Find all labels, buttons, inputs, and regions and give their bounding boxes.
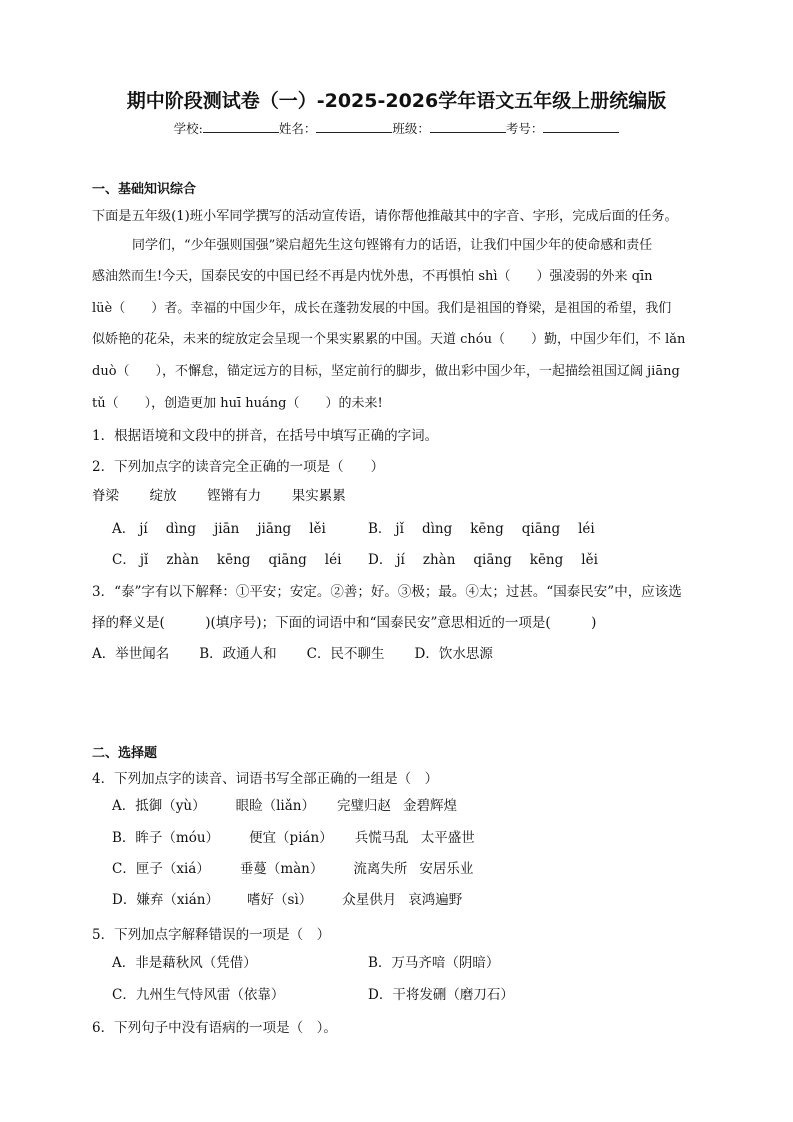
passage-line: lüè（ ）者。幸福的中国少年，成长在蓬勃发展的中国。我们是祖国的脊梁，是祖国的希望，我们 (92, 301, 672, 316)
pinyin: jiāng (257, 521, 292, 537)
question-3: 3．“泰”字有以下解释：①平安；安定。②善；好。③极；最。④太；过甚。“国泰民安”中，应该选 (92, 584, 682, 600)
option-item: 眸子（móu） (135, 830, 220, 846)
name-label: 姓名： (278, 121, 317, 136)
passage-line: 感油然而生!今天，国泰民安的中国已经不再是内忧外患，不再惧怕 shì（ ）强凌弱的外来 qīn (92, 269, 653, 284)
option-label: D． (368, 552, 393, 568)
q2-option-a (112, 520, 326, 538)
option-label: B． (112, 830, 136, 846)
option-item: 匣子（xiá） (135, 861, 210, 877)
pinyin: lěi (309, 521, 326, 537)
page-title: 期中阶段测试卷（一）-2025-2026学年语文五年级上册统编版 (126, 90, 667, 112)
q2-option-b (368, 520, 595, 538)
q3-option-d: D．饮水思源 (414, 646, 493, 662)
q2-words (92, 487, 346, 505)
exam-number-label: 考号： (505, 121, 544, 136)
option-item: 流离失所 (353, 861, 408, 877)
q2-option-d (368, 551, 598, 569)
question-6: 6．下列句子中没有语病的一项是（ ）。 (92, 1020, 337, 1036)
pinyin: zhàn (422, 552, 456, 568)
q2-word: 铿锵有力 (207, 488, 262, 504)
section-heading-choice: 二、选择题 (92, 746, 158, 761)
option-label: D． (112, 892, 137, 908)
q4-option-a (112, 797, 457, 815)
school-label: 学校: (173, 121, 203, 136)
q3-option-c: C．民不聊生 (306, 646, 385, 662)
q5-option-c: C．九州生气恃风雷（依靠） (112, 987, 285, 1003)
passage-line: duò（ ），不懈怠，锚定远方的目标，坚定前行的脚步，做出彩中国少年，一起描绘祖国辽阔 jiāng (92, 364, 680, 379)
question-5: 5．下列加点字解释错误的一项是（ ） (92, 927, 331, 943)
pinyin: kēng (529, 552, 564, 568)
option-label: C． (112, 861, 136, 877)
option-item: 嫌弃（xián） (136, 892, 220, 908)
name-blank (316, 120, 392, 133)
pinyin: kēng (216, 552, 251, 568)
q2-option-c (112, 551, 341, 569)
q3-option-a: A．举世闻名 (92, 646, 170, 662)
question-2: 2．下列加点字的读音完全正确的一项是（ ） (92, 459, 385, 475)
class-label: 班级： (392, 121, 430, 136)
q4-option-d (112, 891, 462, 909)
passage-line: 同学们，“少年强则国强”梁启超先生这句铿锵有力的话语，让我们中国少年的使命感和责任 (132, 238, 653, 253)
class-blank (430, 120, 506, 133)
pinyin: jí (396, 552, 405, 568)
option-item: 太平盛世 (420, 830, 475, 846)
pinyin: zhàn (166, 552, 199, 568)
option-item: 金碧辉煌 (402, 798, 457, 814)
pinyin: jiān (214, 521, 240, 537)
pinyin: léi (578, 521, 595, 537)
q5-option-a: A．非是藉秋风（凭借） (112, 955, 257, 971)
exam-number-blank (543, 120, 619, 133)
q4-option-b (112, 829, 475, 847)
pinyin: qiāng (473, 552, 512, 568)
option-item: 垂蔓（màn） (239, 861, 324, 877)
pinyin: dìng (165, 521, 197, 537)
option-item: 抵御（yù） (135, 798, 206, 814)
question-3-continued: 择的释义是( )(填序号)；下面的词语中和“国泰民安”意思相近的一项是( ) (92, 615, 597, 631)
passage-line: tǔ（ ），创造更加 huī huáng（ ）的未来! (92, 396, 383, 411)
pinyin: qiāng (268, 552, 307, 568)
option-item: 完璧归赵 (336, 798, 391, 814)
question-1: 1．根据语境和文段中的拼音，在括号中填写正确的字词。 (92, 428, 439, 444)
q2-word: 脊梁 (92, 488, 119, 504)
pinyin: jǐ (395, 521, 404, 537)
q4-option-c (112, 860, 473, 878)
q2-word: 绽放 (149, 488, 177, 504)
pinyin: jǐ (139, 552, 149, 568)
q3-option-b: B．政通人和 (199, 646, 277, 662)
pinyin: kēng (470, 521, 504, 537)
q5-option-d: D．干将发硎（磨刀石） (368, 987, 514, 1003)
student-info-line (0, 120, 793, 138)
pinyin: dìng (421, 521, 453, 537)
option-item: 安居乐业 (419, 861, 474, 877)
pinyin: léi (324, 552, 342, 568)
pinyin: lěi (581, 552, 598, 568)
option-item: 哀鸿遍野 (408, 892, 463, 908)
option-item: 众星供月 (342, 892, 397, 908)
pinyin: qiāng (521, 521, 561, 537)
section-intro: 下面是五年级(1)班小军同学撰写的活动宣传语，请你帮他推敲其中的字音、字形，完成后面的任务。 (92, 209, 678, 224)
question-4: 4．下列加点字的读音、词语书写全部正确的一组是（ ） (92, 771, 439, 787)
option-item: 眼睑（liǎn） (235, 798, 315, 814)
section-heading-basics: 一、基础知识综合 (92, 182, 197, 197)
option-label: A． (112, 798, 136, 814)
option-label: C． (112, 552, 136, 568)
q3-options (92, 645, 493, 663)
option-label: B． (368, 521, 392, 537)
option-item: 嗜好（sì） (247, 892, 313, 908)
option-item: 兵慌马乱 (354, 830, 409, 846)
passage-line: 似娇艳的花朵，未来的绽放定会呈现一个果实累累的中国。天道 chóu（ ）勤，中国少年们，不 lǎn (92, 332, 686, 347)
school-blank (203, 120, 279, 133)
q2-word: 果实累累 (291, 488, 346, 504)
pinyin: jí (139, 521, 148, 537)
q5-option-b: B．万马齐喑（阴暗） (368, 955, 500, 971)
option-label: A． (112, 521, 136, 537)
option-item: 便宜（pián） (249, 830, 333, 846)
